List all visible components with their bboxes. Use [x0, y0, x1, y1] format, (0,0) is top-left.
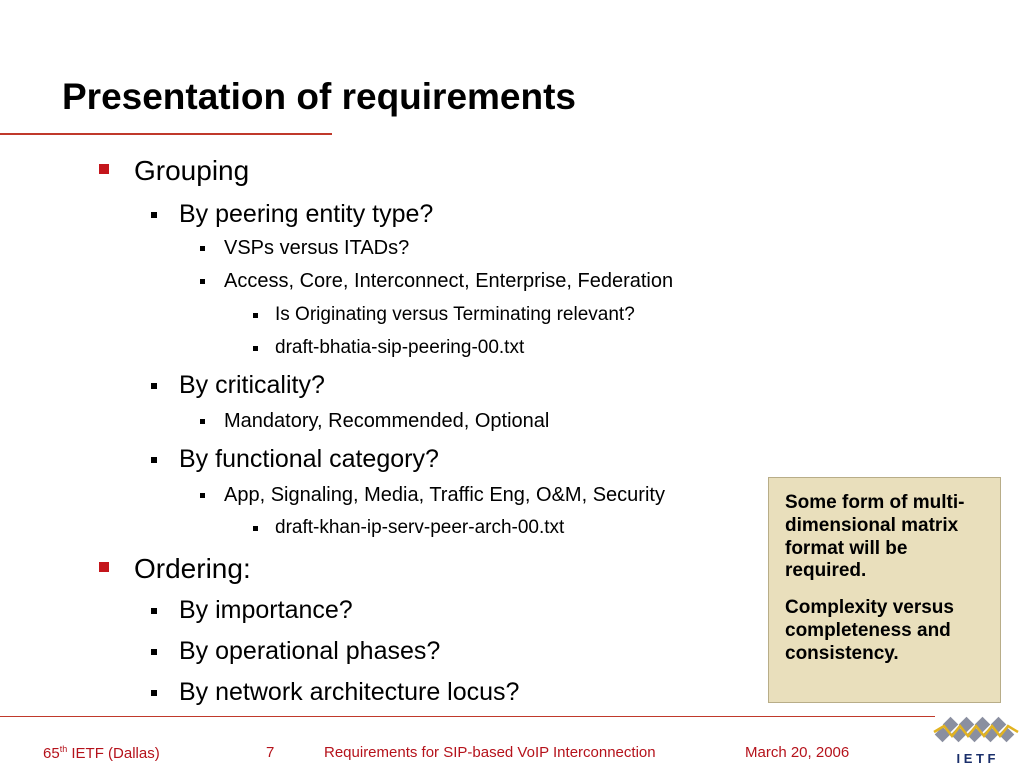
bullet-marker-icon [151, 212, 157, 218]
bullet-text: By operational phases? [179, 637, 441, 665]
bullet-item [179, 639, 440, 664]
bullet-item [275, 518, 564, 537]
bullet-marker-icon [99, 164, 109, 174]
bullet-marker-icon [151, 690, 157, 696]
logo-text: I E T F [956, 751, 996, 766]
bullet-text: Grouping [134, 155, 250, 186]
bullet-text: Ordering: [134, 553, 251, 584]
note-box [768, 477, 1001, 703]
note-paragraph: Some form of multi-dimensional matrix format will be required. [785, 492, 965, 582]
bullet-marker-icon [200, 419, 205, 424]
bullet-text: VSPs versus ITADs? [224, 237, 410, 259]
footer-meeting-number: 65 [43, 745, 60, 762]
bullet-marker-icon [151, 649, 157, 655]
bullet-marker-icon [151, 383, 157, 389]
bullet-item [275, 305, 635, 324]
bullet-text: By importance? [179, 596, 353, 624]
footer-meeting [43, 744, 160, 762]
bullet-marker-icon [151, 608, 157, 614]
bullet-item [179, 680, 519, 705]
slide-title: Presentation of requirements [62, 76, 577, 117]
footer-meeting-rest: IETF (Dallas) [67, 745, 160, 762]
bullet-item [224, 485, 665, 505]
bullet-text: Mandatory, Recommended, Optional [224, 410, 550, 432]
bullet-text: Is Originating versus Terminating relevant? [275, 304, 635, 325]
footer-meeting-suffix: th [59, 744, 68, 754]
bullet-marker-icon [200, 246, 205, 251]
footer-page-number: 7 [266, 744, 275, 761]
bullet-text: draft-khan-ip-serv-peer-arch-00.txt [275, 517, 565, 538]
bullet-item [134, 555, 251, 583]
bullet-item [179, 447, 439, 472]
bullet-marker-icon [253, 313, 258, 318]
bullet-marker-icon [253, 346, 258, 351]
footer-date: March 20, 2006 [745, 744, 850, 761]
bullet-text: By peering entity type? [179, 200, 434, 228]
bullet-item [275, 338, 524, 357]
bullet-item [179, 598, 353, 623]
bullet-marker-icon [200, 279, 205, 284]
bullet-text: App, Signaling, Media, Traffic Eng, O&M, Security [224, 484, 665, 506]
bullet-marker-icon [253, 526, 258, 531]
bullet-text: By criticality? [179, 371, 325, 399]
bullet-text: By functional category? [179, 445, 439, 473]
bullet-text: draft-bhatia-sip-peering-00.txt [275, 337, 525, 358]
note-paragraph: Complexity versus completeness and consistency. [785, 597, 954, 664]
bullet-item [179, 202, 433, 227]
bullet-marker-icon [99, 562, 109, 572]
ietf-logo-icon [928, 716, 1024, 768]
bullet-text: By network architecture locus? [179, 678, 520, 706]
bullet-item [224, 411, 549, 431]
bullet-item [224, 271, 673, 291]
footer-divider [0, 716, 935, 717]
title-underline [0, 133, 332, 135]
footer-subject: Requirements for SIP-based VoIP Interconnection [324, 744, 656, 761]
bullet-item [179, 373, 325, 398]
bullet-item [224, 238, 409, 258]
bullet-marker-icon [200, 493, 205, 498]
bullet-item [134, 157, 249, 185]
bullet-text: Access, Core, Interconnect, Enterprise, Federation [224, 270, 674, 292]
bullet-marker-icon [151, 457, 157, 463]
